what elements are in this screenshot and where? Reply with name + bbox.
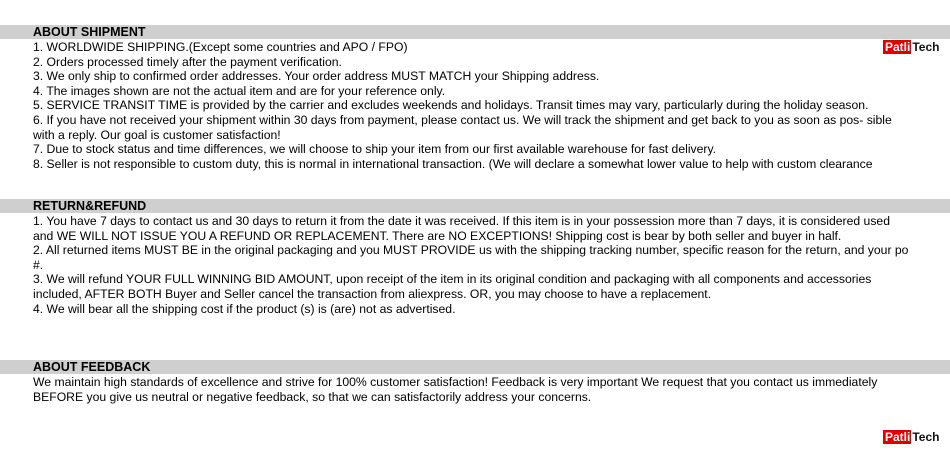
- shipment-item: 8. Seller is not responsible to custom duty, this is normal in international transaction. (We will declare a somewhat lower value to help with custom clearance: [33, 156, 873, 171]
- shipment-item: 5. SERVICE TRANSIT TIME is provided by the carrier and excludes weekends and holidays. Transit times may vary, particularly during the holiday season.: [33, 98, 869, 113]
- feedback-text: [33, 375, 911, 404]
- shipment-item: 1. WORLDWIDE SHIPPING.(Except some countries and APO / FPO): [33, 40, 408, 54]
- brand-logo-rest: Tech: [912, 40, 940, 54]
- refund-item: 3. We will refund YOUR FULL WINNING BID AMOUNT, upon receipt of the item in its original condition and packaging with all components and accessories included, AFTER BOTH Buyer and Seller cancel the transaction from aliexpress. OR, you may choose to have a replacement.: [33, 272, 872, 301]
- refund-title: RETURN&REFUND: [33, 199, 147, 213]
- brand-logo-highlight: Patli: [885, 430, 911, 444]
- shipment-item: 6. If you have not received your shipment within 30 days from payment, please contact us. We will track the shipment and get back to you as soon as pos- sible with a reply. Our goal is customer satisfaction!: [33, 112, 892, 142]
- refund-item: 2. All returned items MUST BE in the original packaging and you MUST PROVIDE us with the shipping tracking number, specific reason for the return, and your po #.: [33, 243, 909, 272]
- brand-logo-rest: Tech: [912, 430, 940, 444]
- refund-list: [33, 214, 911, 316]
- feedback-paragraph: We maintain high standards of excellence and strive for 100% customer satisfaction! Feedback is very important We request that you contact us immediately BEFORE you give us neutral or negative feedback, so that we can satisfactorily address your concerns.: [33, 375, 878, 404]
- brand-logo-bottom: [883, 431, 939, 444]
- refund-item: 4. We will bear all the shipping cost if the product (s) is (are) not as advertised.: [33, 301, 456, 316]
- shipment-list: [33, 40, 895, 171]
- shipment-item: 3. We only ship to confirmed order addresses. Your order address MUST MATCH your Shipping address.: [33, 69, 600, 84]
- shipment-item: 7. Due to stock status and time differences, we will choose to ship your item from our first available warehouse for fast delivery.: [33, 142, 717, 157]
- refund-item: 1. You have 7 days to contact us and 30 days to return it from the date it was received. If this item is in your possession more than 7 days, it is considered used and WE WILL NOT ISSUE YOU A REFUND OR REPLACEMENT. There are NO EXCEPTIONS! Shipping cost is bear by both seller and buyer in half.: [33, 214, 890, 243]
- shipment-item: 2. Orders processed timely after the payment verification.: [33, 54, 342, 69]
- shipment-title: ABOUT SHIPMENT: [33, 25, 146, 39]
- shipment-item: 4. The images shown are not the actual item and are for your reference only.: [33, 83, 446, 98]
- feedback-title: ABOUT FEEDBACK: [33, 360, 151, 374]
- brand-logo-highlight: Patli: [885, 40, 911, 54]
